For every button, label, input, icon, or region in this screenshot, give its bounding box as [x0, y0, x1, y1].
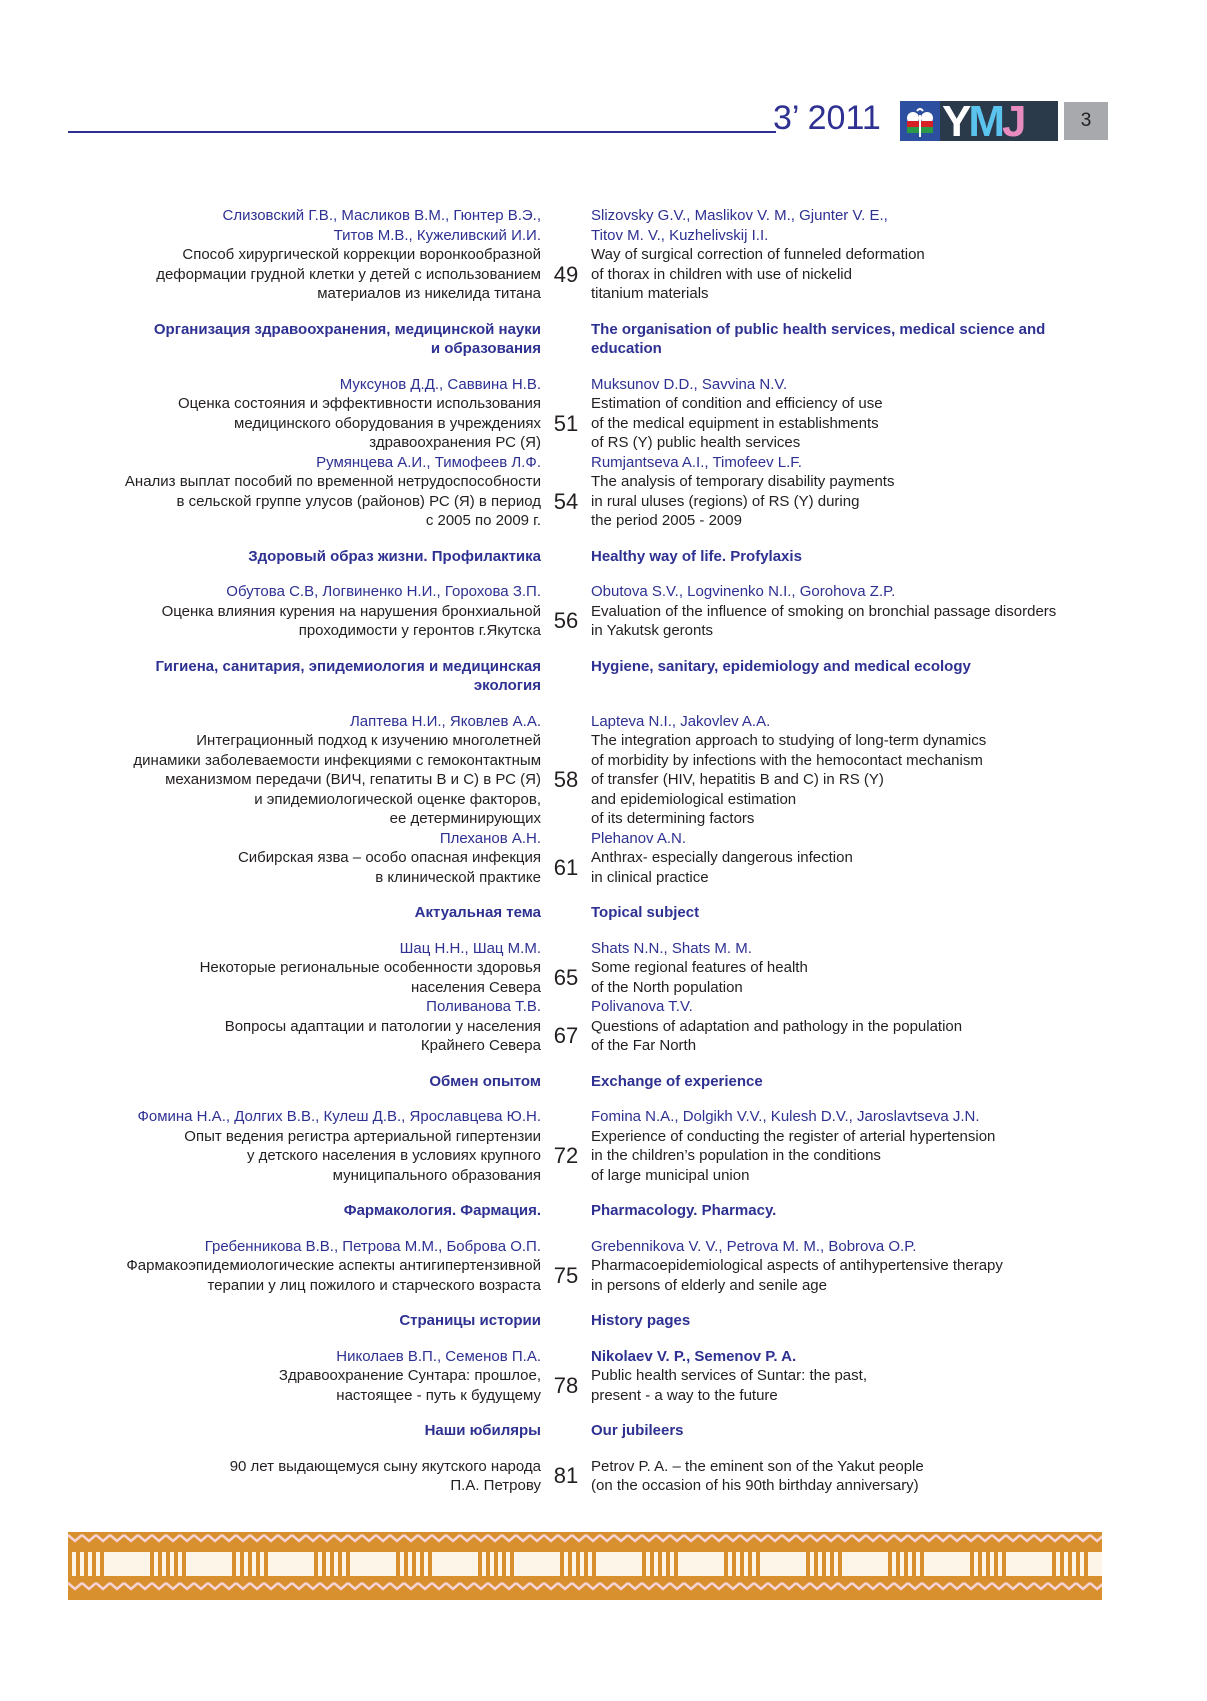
section-heading — [90, 903, 1110, 923]
spacer — [541, 206, 591, 245]
section-line: Организация здравоохранения, медицинской науки — [153, 320, 541, 338]
logo-wordmark: YMJ — [940, 101, 1058, 141]
title-line: Сибирская язва – особо опасная инфекция — [237, 849, 541, 866]
title-line: Anthrax- especially dangerous infection — [591, 849, 853, 866]
page-number[interactable]: 61 — [553, 854, 579, 880]
title-line: материалов из никелида титана — [317, 285, 541, 302]
authors-ru — [90, 1347, 541, 1367]
section-heading — [90, 1311, 1110, 1331]
section-row — [90, 1311, 1110, 1331]
author-line: Shats N.N., Shats M. M. — [591, 939, 752, 957]
title-line: and epidemiological estimation — [591, 790, 797, 808]
title-line: механизмом передачи (ВИЧ, гепатиты В и С) в РС (Я) — [165, 771, 541, 788]
title-line: Questions of adaptation and pathology in the population — [591, 1017, 963, 1035]
title-line: Анализ выплат пособий по временной нетрудоспособности — [124, 473, 541, 490]
spacer — [541, 939, 591, 959]
section-row — [90, 1421, 1110, 1441]
author-line: Obutova S.V., Logvinenko N.I., Gorohova Z.P. — [591, 583, 896, 600]
title-line: Опыт ведения регистра артериальной гипертензии — [184, 1127, 541, 1145]
title-en — [591, 394, 1110, 453]
title-line: titanium materials — [591, 285, 709, 302]
authors-row — [90, 582, 1110, 602]
authors-ru — [90, 939, 541, 959]
title-en — [591, 1256, 1110, 1295]
spacer — [541, 712, 591, 732]
section-heading — [90, 657, 1110, 696]
section-heading — [90, 547, 1110, 567]
author-line: Шац Н.Н., Шац М.М. — [399, 939, 541, 957]
title-en — [591, 245, 1110, 304]
title-line: in the children’s population in the conditions — [591, 1147, 881, 1164]
section-line: Актуальная тема — [414, 904, 541, 921]
authors-ru — [90, 206, 541, 245]
spacer — [541, 375, 591, 395]
section-line: Здоровый образ жизни. Профилактика — [248, 547, 541, 565]
spacer — [541, 997, 591, 1017]
page-number[interactable]: 81 — [553, 1463, 579, 1489]
page-number[interactable]: 65 — [553, 964, 579, 990]
article-entry — [90, 1127, 1110, 1186]
article-group — [90, 939, 1110, 1056]
spacer — [541, 829, 591, 849]
spacer — [541, 1072, 591, 1092]
authors-en — [591, 997, 1110, 1017]
page-number[interactable]: 78 — [553, 1372, 579, 1398]
section-title-en — [591, 657, 1110, 696]
title-line: the period 2005 - 2009 — [591, 512, 742, 529]
title-line: Крайнего Севера — [420, 1037, 541, 1054]
header-rule — [68, 131, 776, 133]
title-line: проходимости у геронтов г.Якутска — [298, 622, 541, 639]
title-line: Интеграционный подход к изучению многолетней — [196, 732, 541, 749]
title-line: in persons of elderly and senile age — [591, 1276, 827, 1294]
article-group — [90, 1347, 1110, 1406]
title-line: здравоохранения РС (Я) — [369, 434, 541, 451]
page-number[interactable]: 72 — [553, 1143, 579, 1168]
article-group — [90, 1107, 1110, 1185]
section-line: Pharmacology. Pharmacy. — [591, 1202, 777, 1219]
section-title-en — [591, 903, 1110, 923]
spacer — [541, 903, 591, 923]
title-line: in rural uluses (regions) of RS (Y) during — [591, 492, 860, 510]
article-group — [90, 582, 1110, 641]
author-line: Слизовский Г.В., Масликов В.М., Гюнтер В.Э., — [222, 207, 541, 224]
spacer — [541, 1107, 591, 1127]
author-line: Muksunov D.D., Savvina N.V. — [591, 375, 788, 393]
article-entry — [90, 245, 1110, 304]
authors-en — [591, 582, 1110, 602]
author-line: Fomina N.A., Dolgikh V.V., Kulesh D.V., Jaroslavtseva J.N. — [591, 1108, 980, 1125]
author-line: Гребенникова В.В., Петрова М.М., Боброва О.П. — [204, 1237, 541, 1255]
section-title-ru — [90, 657, 541, 696]
author-line: Slizovsky G.V., Maslikov V. M., Gjunter V. E., — [591, 207, 888, 224]
article-entry — [90, 602, 1110, 641]
author-line: Lapteva N.I., Jakovlev A.A. — [591, 712, 771, 730]
title-ru — [90, 731, 541, 829]
section-line: Healthy way of life. Profylaxis — [591, 547, 802, 565]
article-entry — [90, 1366, 1110, 1405]
title-line: of morbidity by infections with the hemocontact mechanism — [591, 751, 983, 769]
article-entry — [90, 1017, 1110, 1056]
title-line: Pharmacoepidemiological aspects of antihypertensive therapy — [591, 1257, 1003, 1274]
title-en — [591, 1127, 1110, 1186]
authors-row — [90, 1237, 1110, 1257]
title-en — [591, 848, 1110, 887]
section-title-en — [591, 320, 1110, 359]
author-line: Фомина Н.А., Долгих В.В., Кулеш Д.В., Ярославцева Ю.Н. — [137, 1108, 541, 1125]
section-title-en — [591, 547, 1110, 567]
title-line: настоящее - путь к будущему — [336, 1386, 541, 1404]
author-line: Поливанова Т.В. — [426, 998, 541, 1015]
article-group — [90, 712, 1110, 888]
authors-ru — [90, 375, 541, 395]
section-row — [90, 1201, 1110, 1221]
section-row — [90, 320, 1110, 359]
spacer — [541, 582, 591, 602]
title-line: П.А. Петрову — [450, 1477, 541, 1494]
title-line: в клинической практике — [375, 868, 541, 886]
author-line: Titov M. V., Kuzhelivskij I.I. — [591, 226, 769, 244]
title-line: of large municipal union — [591, 1166, 750, 1184]
article-group — [90, 375, 1110, 531]
author-line: Обутова С.В, Логвиненко Н.И., Горохова З.П. — [226, 583, 541, 600]
section-title-ru — [90, 1421, 541, 1441]
section-heading — [90, 320, 1110, 359]
title-en — [591, 958, 1110, 997]
section-line: History pages — [591, 1312, 691, 1329]
article-entry — [90, 1256, 1110, 1295]
spacer — [541, 1347, 591, 1367]
author-line: Муксунов Д.Д., Саввина Н.В. — [339, 375, 541, 393]
authors-row — [90, 997, 1110, 1017]
author-line: Титов М.В., Кужеливский И.И. — [333, 226, 541, 244]
title-line: в сельской группе улусов (районов) РС (Я) в период — [176, 492, 541, 510]
issue-number: 3’ 2011 — [773, 99, 881, 137]
page-number-badge: 3 — [1064, 102, 1108, 140]
title-line: in clinical practice — [591, 868, 709, 886]
page-number[interactable]: 49 — [553, 261, 579, 287]
title-line: of the medical equipment in establishments — [591, 414, 879, 432]
author-line: Rumjantseva A.I., Timofeev L.F. — [591, 453, 802, 471]
authors-row — [90, 829, 1110, 849]
title-line: of the North population — [591, 978, 743, 996]
title-en — [591, 1457, 1110, 1496]
page-number[interactable]: 51 — [553, 410, 579, 436]
authors-ru — [90, 453, 541, 473]
title-line: ее детерминирующих — [389, 810, 541, 827]
page-number[interactable]: 56 — [553, 608, 579, 634]
authors-en — [591, 1107, 1110, 1127]
section-line: Topical subject — [591, 904, 700, 921]
title-line: Оценка влияния курения на нарушения бронхиальной — [161, 602, 541, 620]
title-line: терапии у лиц пожилого и старческого возраста — [207, 1276, 541, 1294]
section-title-en — [591, 1421, 1110, 1441]
title-en — [591, 1017, 1110, 1056]
spacer — [541, 1421, 591, 1441]
spacer — [541, 453, 591, 473]
section-row — [90, 547, 1110, 567]
title-line: деформации грудной клетки у детей с использованием — [156, 265, 541, 283]
section-title-ru — [90, 1072, 541, 1092]
author-line: Nikolaev V. P., Semenov P. A. — [591, 1347, 797, 1365]
authors-en — [591, 453, 1110, 473]
article-group — [90, 206, 1110, 304]
article-entry — [90, 394, 1110, 453]
section-title-ru — [90, 1201, 541, 1221]
authors-row — [90, 712, 1110, 732]
section-line: The organisation of public health services, medical science and — [591, 320, 1046, 338]
article-group — [90, 1457, 1110, 1496]
title-line: медицинского оборудования в учреждениях — [234, 414, 541, 432]
section-line: Страницы истории — [399, 1312, 541, 1329]
section-line: и образования — [430, 340, 541, 357]
title-en — [591, 1366, 1110, 1405]
section-title-en — [591, 1201, 1110, 1221]
title-ru — [90, 245, 541, 304]
article-group — [90, 1237, 1110, 1296]
title-line: of RS (Y) public health services — [591, 434, 801, 451]
spacer — [541, 1201, 591, 1221]
title-line: муниципального образования — [332, 1166, 541, 1184]
title-line: 90 лет выдающемуся сыну якутского народа — [229, 1457, 541, 1475]
journal-logo — [900, 101, 1058, 141]
title-line: Здравоохранение Сунтара: прошлое, — [278, 1367, 541, 1384]
title-ru — [90, 848, 541, 887]
article-entry — [90, 731, 1110, 829]
author-line: Лаптева Н.И., Яковлев А.А. — [349, 712, 541, 730]
title-line: The integration approach to studying of long-term dynamics — [591, 732, 987, 749]
section-title-ru — [90, 903, 541, 923]
title-line: Evaluation of the influence of smoking on bronchial passage disorders — [591, 602, 1057, 620]
authors-ru — [90, 582, 541, 602]
authors-row — [90, 453, 1110, 473]
article-entry — [90, 848, 1110, 887]
title-line: Фармакоэпидемиологические аспекты антигипертензивной — [126, 1257, 541, 1274]
title-line: и эпидемиологической оценке факторов, — [254, 790, 541, 808]
article-entry — [90, 472, 1110, 531]
title-line: Public health services of Suntar: the past, — [591, 1367, 867, 1384]
page-number[interactable]: 75 — [553, 1262, 579, 1288]
title-ru — [90, 1017, 541, 1056]
authors-en — [591, 1237, 1110, 1257]
title-ru — [90, 1457, 541, 1496]
title-line: Way of surgical correction of funneled deformation — [591, 246, 925, 263]
title-line: Вопросы адаптации и патологии у населения — [224, 1017, 541, 1035]
section-row — [90, 903, 1110, 923]
section-title-en — [591, 1072, 1110, 1092]
authors-ru — [90, 712, 541, 732]
section-line: Фармакология. Фармация. — [343, 1202, 541, 1219]
spacer — [541, 320, 591, 359]
section-row — [90, 657, 1110, 696]
authors-row — [90, 206, 1110, 245]
authors-row — [90, 1107, 1110, 1127]
authors-en — [591, 206, 1110, 245]
article-entry — [90, 1457, 1110, 1496]
title-line: The analysis of temporary disability payments — [591, 473, 895, 490]
title-line: с 2005 по 2009 г. — [425, 512, 541, 529]
author-line: Николаев В.П., Семенов П.А. — [336, 1347, 541, 1365]
section-line: Our jubileers — [591, 1422, 684, 1439]
authors-row — [90, 939, 1110, 959]
title-ru — [90, 394, 541, 453]
title-ru — [90, 1127, 541, 1186]
table-of-contents — [90, 206, 1110, 1512]
title-line: Оценка состояния и эффективности использования — [177, 395, 541, 412]
section-title-ru — [90, 1311, 541, 1331]
article-entry — [90, 958, 1110, 997]
section-title-en — [591, 1311, 1110, 1331]
section-heading — [90, 1072, 1110, 1092]
authors-en — [591, 829, 1110, 849]
title-line: Estimation of condition and efficiency of use — [591, 395, 883, 412]
title-en — [591, 472, 1110, 531]
section-heading — [90, 1421, 1110, 1441]
section-title-ru — [90, 320, 541, 359]
title-line: in Yakutsk geronts — [591, 622, 714, 639]
title-line: of transfer (HIV, hepatitis B and C) in RS (Y) — [591, 771, 884, 788]
authors-en — [591, 1347, 1110, 1367]
authors-ru — [90, 829, 541, 849]
ornament-border — [68, 1532, 1102, 1600]
title-ru — [90, 1366, 541, 1405]
authors-ru — [90, 997, 541, 1017]
title-line: of the Far North — [591, 1037, 697, 1054]
title-line: населения Севера — [410, 978, 541, 996]
section-row — [90, 1072, 1110, 1092]
spacer — [541, 1237, 591, 1257]
section-line: Гигиена, санитария, эпидемиология и медицинская — [155, 657, 541, 675]
title-line: (on the occasion of his 90th birthday anniversary) — [591, 1477, 919, 1494]
author-line: Grebennikova V. V., Petrova M. M., Bobrova O.P. — [591, 1237, 917, 1255]
title-ru — [90, 1256, 541, 1295]
authors-en — [591, 939, 1110, 959]
page-number[interactable]: 54 — [553, 488, 579, 514]
page-number[interactable]: 58 — [553, 767, 579, 792]
section-line: Обмен опытом — [429, 1072, 541, 1090]
title-line: Experience of conducting the register of arterial hypertension — [591, 1127, 996, 1145]
section-line: education — [591, 340, 662, 357]
authors-row — [90, 375, 1110, 395]
page-number[interactable]: 67 — [553, 1023, 579, 1049]
title-line: у детского населения в условиях крупного — [246, 1147, 541, 1164]
authors-ru — [90, 1237, 541, 1257]
author-line: Plehanov A.N. — [591, 829, 687, 847]
author-line: Плеханов А.Н. — [439, 829, 541, 847]
spacer — [541, 547, 591, 567]
title-line: Способ хирургической коррекции воронкообразной — [182, 246, 541, 263]
title-en — [591, 602, 1110, 641]
author-line: Румянцева А.И., Тимофеев Л.Ф. — [316, 453, 541, 471]
spacer — [541, 657, 591, 696]
authors-row — [90, 1347, 1110, 1367]
authors-ru — [90, 1107, 541, 1127]
authors-en — [591, 375, 1110, 395]
title-ru — [90, 602, 541, 641]
title-ru — [90, 472, 541, 531]
authors-en — [591, 712, 1110, 732]
title-line: present - a way to the future — [591, 1386, 778, 1404]
title-en — [591, 731, 1110, 829]
title-line: динамики заболеваемости инфекциями с гемоконтактным — [133, 751, 541, 769]
emblem-icon — [900, 101, 940, 141]
title-line: of its determining factors — [591, 810, 755, 827]
section-line: Exchange of experience — [591, 1072, 763, 1090]
author-line: Polivanova T.V. — [591, 998, 693, 1015]
title-line: Некоторые региональные особенности здоровья — [199, 959, 541, 976]
section-line: Наши юбиляры — [424, 1422, 541, 1439]
section-line: экология — [473, 677, 541, 694]
title-line: of thorax in children with use of nickelid — [591, 265, 852, 283]
title-line: Some regional features of health — [591, 959, 808, 976]
title-ru — [90, 958, 541, 997]
title-line: Petrov P. A. – the eminent son of the Yakut people — [591, 1457, 924, 1475]
section-title-ru — [90, 547, 541, 567]
spacer — [541, 1311, 591, 1331]
section-line: Hygiene, sanitary, epidemiology and medical ecology — [591, 657, 971, 675]
section-heading — [90, 1201, 1110, 1221]
